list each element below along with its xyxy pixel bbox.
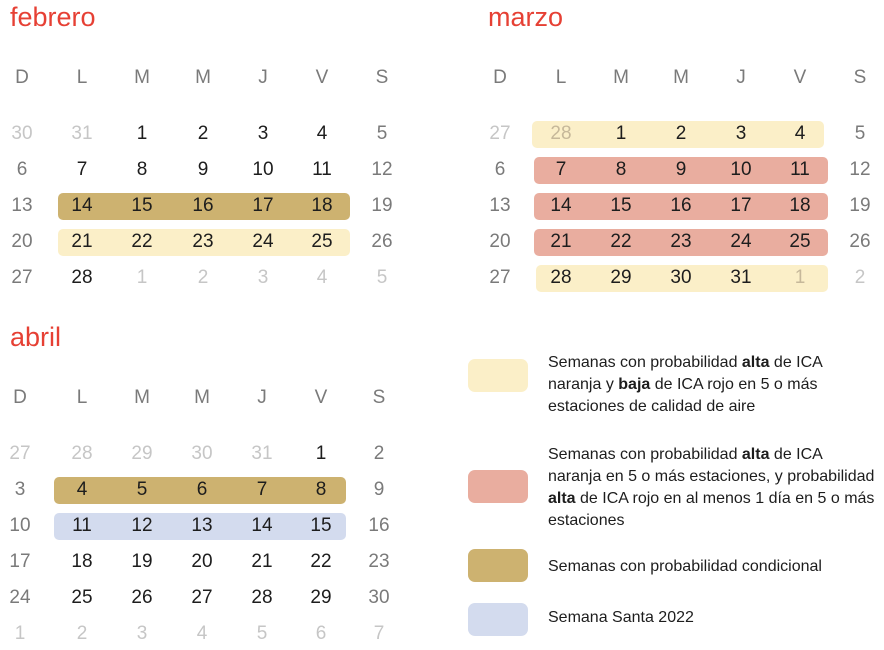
- day-cell: 13: [11, 195, 33, 216]
- day-cell: 9: [373, 479, 385, 500]
- day-cell: 4: [316, 267, 328, 288]
- legend-emphasis: alta: [741, 446, 770, 463]
- day-cell: 31: [71, 123, 93, 144]
- weekday-header: S: [853, 67, 867, 88]
- day-cell: 24: [252, 231, 274, 252]
- weekday-header: D: [15, 67, 29, 88]
- weekday-header: S: [375, 67, 389, 88]
- legend-emphasis: baja: [618, 376, 651, 393]
- legend-emphasis: alta: [741, 354, 770, 371]
- day-cell: 28: [550, 267, 572, 288]
- day-cell: 16: [192, 195, 214, 216]
- legend-text: [548, 352, 878, 418]
- legend-fragment: de ICA rojo en 5 o más estaciones de calidad de aire: [548, 376, 818, 415]
- day-cell: 30: [670, 267, 692, 288]
- weekday-header: J: [258, 67, 268, 88]
- day-cell: 30: [11, 123, 33, 144]
- weekday-header: J: [257, 387, 267, 408]
- legend-text: [548, 607, 878, 629]
- weekday-header: J: [736, 67, 746, 88]
- legend-emphasis: alta: [548, 490, 576, 507]
- weekday-header: M: [194, 387, 210, 408]
- day-cell: 3: [735, 123, 747, 144]
- day-cell: 2: [373, 443, 385, 464]
- day-cell: 6: [16, 159, 28, 180]
- day-cell: 19: [131, 551, 153, 572]
- day-cell: 18: [789, 195, 811, 216]
- weekday-header: M: [673, 67, 689, 88]
- day-cell: 9: [675, 159, 687, 180]
- day-cell: 4: [316, 123, 328, 144]
- legend-fragment: Semanas con probabilidad: [548, 354, 742, 371]
- day-cell: 26: [849, 231, 871, 252]
- day-cell: 11: [790, 159, 810, 180]
- day-cell: 29: [310, 587, 332, 608]
- day-cell: 21: [71, 231, 93, 252]
- day-cell: 12: [371, 159, 393, 180]
- day-cell: 30: [368, 587, 390, 608]
- day-cell: 20: [191, 551, 213, 572]
- day-cell: 12: [131, 515, 153, 536]
- day-cell: 20: [11, 231, 33, 252]
- day-cell: 26: [371, 231, 393, 252]
- day-cell: 25: [789, 231, 811, 252]
- legend-fragment: Semana Santa 2022: [548, 609, 694, 626]
- day-cell: 27: [489, 267, 511, 288]
- day-cell: 5: [136, 479, 148, 500]
- legend-text: [548, 444, 878, 532]
- day-cell: 28: [251, 587, 273, 608]
- weekday-header: M: [195, 67, 211, 88]
- day-cell: 29: [131, 443, 153, 464]
- day-cell: 7: [256, 479, 268, 500]
- day-cell: 2: [675, 123, 687, 144]
- day-cell: 1: [315, 443, 327, 464]
- day-cell: 28: [71, 443, 93, 464]
- day-cell: 7: [555, 159, 567, 180]
- weekday-header: M: [613, 67, 629, 88]
- day-cell: 3: [136, 623, 148, 644]
- day-cell: 3: [14, 479, 26, 500]
- day-cell: 6: [196, 479, 208, 500]
- day-cell: 2: [854, 267, 866, 288]
- day-cell: 1: [615, 123, 627, 144]
- day-cell: 19: [849, 195, 871, 216]
- legend-swatch-red: [468, 470, 528, 503]
- day-cell: 28: [550, 123, 572, 144]
- day-cell: 20: [489, 231, 511, 252]
- day-cell: 22: [610, 231, 632, 252]
- day-cell: 22: [310, 551, 332, 572]
- day-cell: 13: [489, 195, 511, 216]
- day-cell: 17: [252, 195, 274, 216]
- day-cell: 3: [257, 267, 269, 288]
- weekday-header: D: [13, 387, 27, 408]
- legend-fragment: Semanas con probabilidad: [548, 446, 742, 463]
- day-cell: 5: [376, 123, 388, 144]
- month-title-marzo: marzo: [488, 2, 564, 32]
- day-cell: 15: [310, 515, 332, 536]
- day-cell: 16: [368, 515, 390, 536]
- day-cell: 23: [670, 231, 692, 252]
- day-cell: 27: [9, 443, 31, 464]
- weekday-header: L: [76, 387, 88, 408]
- day-cell: 19: [371, 195, 393, 216]
- weekday-header: L: [76, 67, 88, 88]
- legend-swatch-yellow: [468, 359, 528, 392]
- day-cell: 27: [191, 587, 213, 608]
- day-cell: 7: [373, 623, 385, 644]
- day-cell: 28: [71, 267, 93, 288]
- day-cell: 4: [76, 479, 88, 500]
- day-cell: 2: [197, 123, 209, 144]
- day-cell: 16: [670, 195, 692, 216]
- weekday-header: V: [793, 67, 807, 88]
- day-cell: 27: [489, 123, 511, 144]
- month-title-abril: abril: [10, 322, 62, 352]
- day-cell: 1: [136, 123, 148, 144]
- day-cell: 15: [610, 195, 632, 216]
- day-cell: 8: [615, 159, 627, 180]
- weekday-header: V: [314, 387, 328, 408]
- day-cell: 21: [550, 231, 572, 252]
- day-cell: 6: [315, 623, 327, 644]
- legend-fragment: Semanas con probabilidad condicional: [548, 558, 822, 575]
- legend-fragment: de ICA naranja y: [548, 354, 822, 393]
- day-cell: 14: [71, 195, 93, 216]
- day-cell: 11: [312, 159, 332, 180]
- weekday-header: D: [493, 67, 507, 88]
- day-cell: 10: [252, 159, 274, 180]
- day-cell: 7: [76, 159, 88, 180]
- day-cell: 1: [14, 623, 26, 644]
- day-cell: 17: [9, 551, 31, 572]
- day-cell: 24: [730, 231, 752, 252]
- day-cell: 8: [315, 479, 327, 500]
- day-cell: 14: [251, 515, 273, 536]
- weekday-header: S: [372, 387, 386, 408]
- day-cell: 31: [251, 443, 273, 464]
- day-cell: 5: [256, 623, 268, 644]
- day-cell: 18: [71, 551, 93, 572]
- weekday-header: M: [134, 387, 150, 408]
- day-cell: 10: [730, 159, 752, 180]
- day-cell: 31: [730, 267, 752, 288]
- day-cell: 10: [9, 515, 31, 536]
- day-cell: 2: [197, 267, 209, 288]
- day-cell: 9: [197, 159, 209, 180]
- day-cell: 22: [131, 231, 153, 252]
- weekday-header: M: [134, 67, 150, 88]
- legend-text: [548, 556, 878, 578]
- day-cell: 8: [136, 159, 148, 180]
- month-title-febrero: febrero: [10, 2, 96, 32]
- weekday-header: L: [555, 67, 567, 88]
- day-cell: 23: [368, 551, 390, 572]
- day-cell: 13: [191, 515, 213, 536]
- day-cell: 15: [131, 195, 153, 216]
- day-cell: 6: [494, 159, 506, 180]
- day-cell: 23: [192, 231, 214, 252]
- day-cell: 27: [11, 267, 33, 288]
- day-cell: 17: [730, 195, 752, 216]
- legend-fragment: de ICA naranja en 5 o más estaciones, y probabilidad: [548, 446, 875, 485]
- day-cell: 11: [72, 515, 92, 536]
- day-cell: 5: [854, 123, 866, 144]
- day-cell: 4: [196, 623, 208, 644]
- day-cell: 30: [191, 443, 213, 464]
- day-cell: 3: [257, 123, 269, 144]
- legend-swatch-blue: [468, 603, 528, 636]
- day-cell: 2: [76, 623, 88, 644]
- day-cell: 12: [849, 159, 871, 180]
- day-cell: 5: [376, 267, 388, 288]
- legend-fragment: de ICA rojo en al menos 1 día en 5 o más estaciones: [548, 490, 875, 529]
- day-cell: 24: [9, 587, 31, 608]
- weekday-header: V: [315, 67, 329, 88]
- day-cell: 1: [794, 267, 806, 288]
- day-cell: 21: [251, 551, 273, 572]
- day-cell: 4: [794, 123, 806, 144]
- day-cell: 25: [311, 231, 333, 252]
- legend-swatch-gold: [468, 549, 528, 582]
- day-cell: 29: [610, 267, 632, 288]
- day-cell: 26: [131, 587, 153, 608]
- day-cell: 18: [311, 195, 333, 216]
- day-cell: 14: [550, 195, 572, 216]
- day-cell: 1: [136, 267, 148, 288]
- day-cell: 25: [71, 587, 93, 608]
